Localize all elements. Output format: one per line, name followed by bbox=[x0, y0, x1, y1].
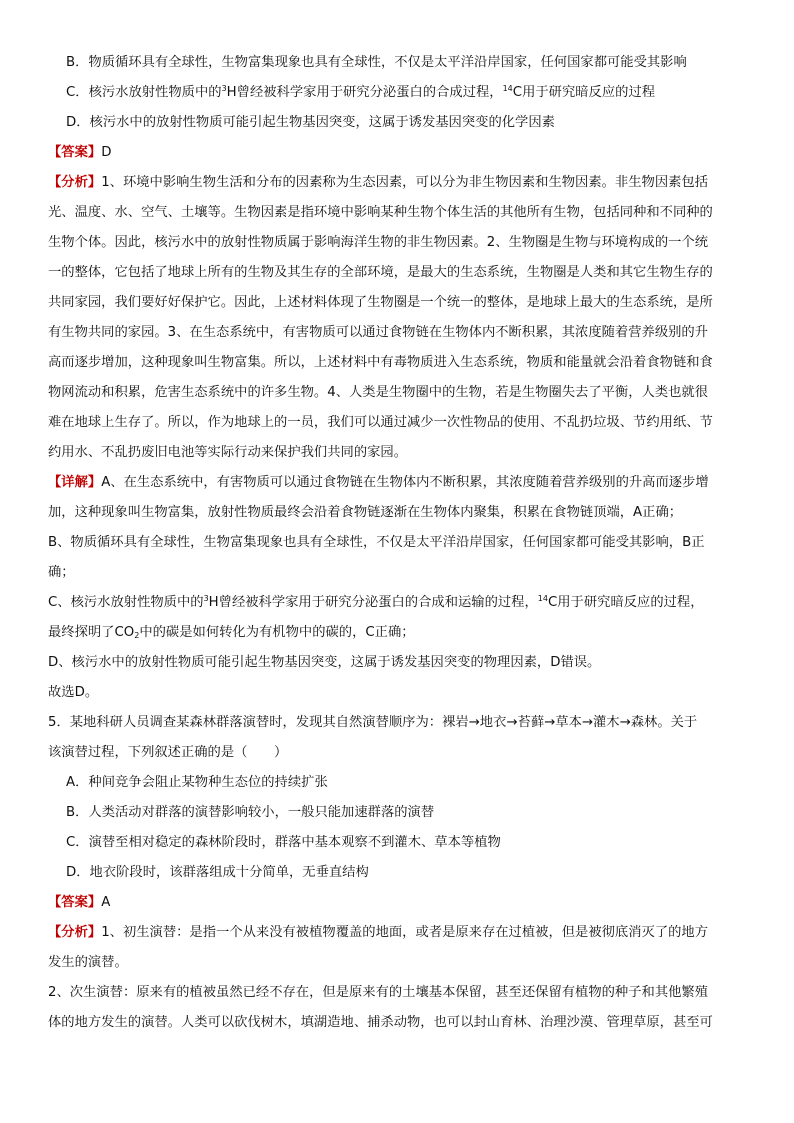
q5-answer bbox=[48, 888, 762, 918]
q4-conclusion: 故选D。 bbox=[48, 685, 99, 700]
detail-text: C用于研究暗反应的过程， bbox=[547, 595, 704, 610]
q4-detail-a-line-1 bbox=[48, 468, 762, 498]
analysis-label: 【分析】 bbox=[48, 925, 102, 940]
q4-answer bbox=[48, 138, 762, 168]
answer-label: 【答案】 bbox=[48, 145, 102, 160]
q4-option-c bbox=[48, 78, 762, 108]
q4-analysis-line-3: 生物个体。因此，核污水中的放射性物质属于影响海洋生物的非生物因素。2、生物圈是生物与环境构成的一个统 bbox=[48, 235, 709, 250]
q4-detail-c-line-2 bbox=[48, 618, 762, 648]
q5-option-d: D．地衣阶段时，该群落组成十分简单，无垂直结构 bbox=[66, 865, 369, 880]
q4-analysis-line-2: 光、温度、水、空气、土壤等。生物因素是指环境中影响某种生物个体生活的其他所有生物，包括同种和不同种的 bbox=[48, 205, 713, 220]
answer-value: A bbox=[101, 895, 111, 910]
superscript: 14 bbox=[502, 84, 513, 93]
q4-option-c-text: H曾经被科学家用于研究分泌蛋白的合成过程， bbox=[226, 85, 503, 100]
superscript: 3 bbox=[221, 84, 227, 93]
detail-text: 中的碳是如何转化为有机物中的碳的，C正确； bbox=[139, 625, 415, 640]
q5-stem-line-2: 该演替过程，下列叙述正确的是（ ） bbox=[48, 745, 288, 760]
detail-text: H曾经被科学家用于研究分泌蛋白的合成和运输的过程， bbox=[208, 595, 538, 610]
detail-text: 最终探明了CO bbox=[48, 625, 135, 640]
detail-text: A、在生态系统中，有害物质可以通过食物链在生物体内不断积累，其浓度随着营养级别的升高而逐步增 bbox=[101, 475, 709, 490]
q4-detail-d: D、核污水中的放射性物质可能引起生物基因突变，这属于诱发基因突变的物理因素，D错误。 bbox=[48, 655, 601, 670]
q4-analysis-line-7: 高而逐步增加，这种现象叫生物富集。所以，上述材料中有毒物质进入生态系统，物质和能量就会沿着食物链和食 bbox=[48, 355, 713, 370]
q4-option-c-text: C．核污水放射性物质中的 bbox=[66, 85, 222, 100]
answer-label: 【答案】 bbox=[48, 895, 102, 910]
q4-detail-a-line-2: 加，这种现象叫生物富集，放射性物质最终会沿着食物链逐渐在生物体内聚集，积累在食物链顶端，A正确； bbox=[48, 505, 683, 520]
q4-analysis-line-1 bbox=[48, 168, 762, 198]
answer-value: D bbox=[101, 145, 112, 160]
q4-option-b: B．物质循环具有全球性，生物富集现象也具有全球性，不仅是太平洋沿岸国家，任何国家都可能受其影响 bbox=[66, 55, 687, 70]
q5-analysis-line-4: 体的地方发生的演替。人类可以砍伐树木，填湖造地、捕杀动物，也可以封山育林、治理沙漠、管理草原，甚至可 bbox=[48, 1015, 713, 1030]
q5-option-b: B．人类活动对群落的演替影响较小，一般只能加速群落的演替 bbox=[66, 805, 435, 820]
subscript: 2 bbox=[134, 631, 140, 640]
q5-option-a: A．种间竞争会阻止某物种生态位的持续扩张 bbox=[66, 775, 328, 790]
q5-analysis-line-1 bbox=[48, 918, 762, 948]
analysis-text: 1、初生演替：是指一个从来没有被植物覆盖的地面，或者是原来存在过植被，但是被彻底消灭了的地方 bbox=[101, 925, 709, 940]
analysis-label: 【分析】 bbox=[48, 175, 102, 190]
detail-text: C、核污水放射性物质中的 bbox=[48, 595, 204, 610]
q4-option-c-text: C用于研究暗反应的过程 bbox=[512, 85, 656, 100]
q4-analysis-line-9: 难在地球上生存了。所以，作为地球上的一员，我们可以通过减少一次性物品的使用、不乱扔垃圾、节约用纸、节 bbox=[48, 415, 713, 430]
q5-analysis-line-2: 发生的演替。 bbox=[48, 955, 128, 970]
analysis-text: 1、环境中影响生物生活和分布的因素称为生态因素，可以分为非生物因素和生物因素。非生物因素包括 bbox=[101, 175, 709, 190]
q5-analysis-line-3: 2、次生演替：原来有的植被虽然已经不存在，但是原来有的土壤基本保留，甚至还保留有植物的种子和其他繁殖 bbox=[48, 985, 709, 1000]
q4-option-d: D．核污水中的放射性物质可能引起生物基因突变，这属于诱发基因突变的化学因素 bbox=[66, 115, 555, 130]
q4-analysis-line-5: 共同家园，我们要好好保护它。因此，上述材料体现了生物圈是一个统一的整体，是地球上最大的生态系统，是所 bbox=[48, 295, 713, 310]
q4-detail-b-line-1: B、物质循环具有全球性，生物富集现象也具有全球性，不仅是太平洋沿岸国家，任何国家都可能受其影响，B正 bbox=[48, 535, 705, 550]
q5-option-c: C．演替至相对稳定的森林阶段时，群落中基本观察不到灌木、草本等植物 bbox=[66, 835, 501, 850]
q4-detail-b-line-2: 确； bbox=[48, 565, 75, 580]
q4-detail-c-line-1 bbox=[48, 588, 762, 618]
q4-analysis-line-10: 约用水、不乱扔废旧电池等实际行动来保护我们共同的家园。 bbox=[48, 445, 408, 460]
q4-analysis-line-6: 有生物共同的家园。3、在生态系统中，有害物质可以通过食物链在生物体内不断积累，其浓度随着营养级别的升 bbox=[48, 325, 709, 340]
superscript: 14 bbox=[537, 594, 548, 603]
q4-analysis-line-4: 一的整体，它包括了地球上所有的生物及其生存的全部环境，是最大的生态系统，生物圈是人类和其它生物生存的 bbox=[48, 265, 713, 280]
q4-analysis-line-8: 物网流动和积累，危害生态系统中的许多生物。4、人类是生物圈中的生物，若是生物圈失去了平衡，人类也就很 bbox=[48, 385, 709, 400]
detail-label: 【详解】 bbox=[48, 475, 102, 490]
q5-stem-line-1: 5．某地科研人员调查某森林群落演替时，发现其自然演替顺序为：裸岩→地衣→苔藓→草本→灌木→森林。关于 bbox=[48, 715, 698, 730]
document-body bbox=[48, 48, 762, 1038]
superscript: 3 bbox=[203, 594, 209, 603]
